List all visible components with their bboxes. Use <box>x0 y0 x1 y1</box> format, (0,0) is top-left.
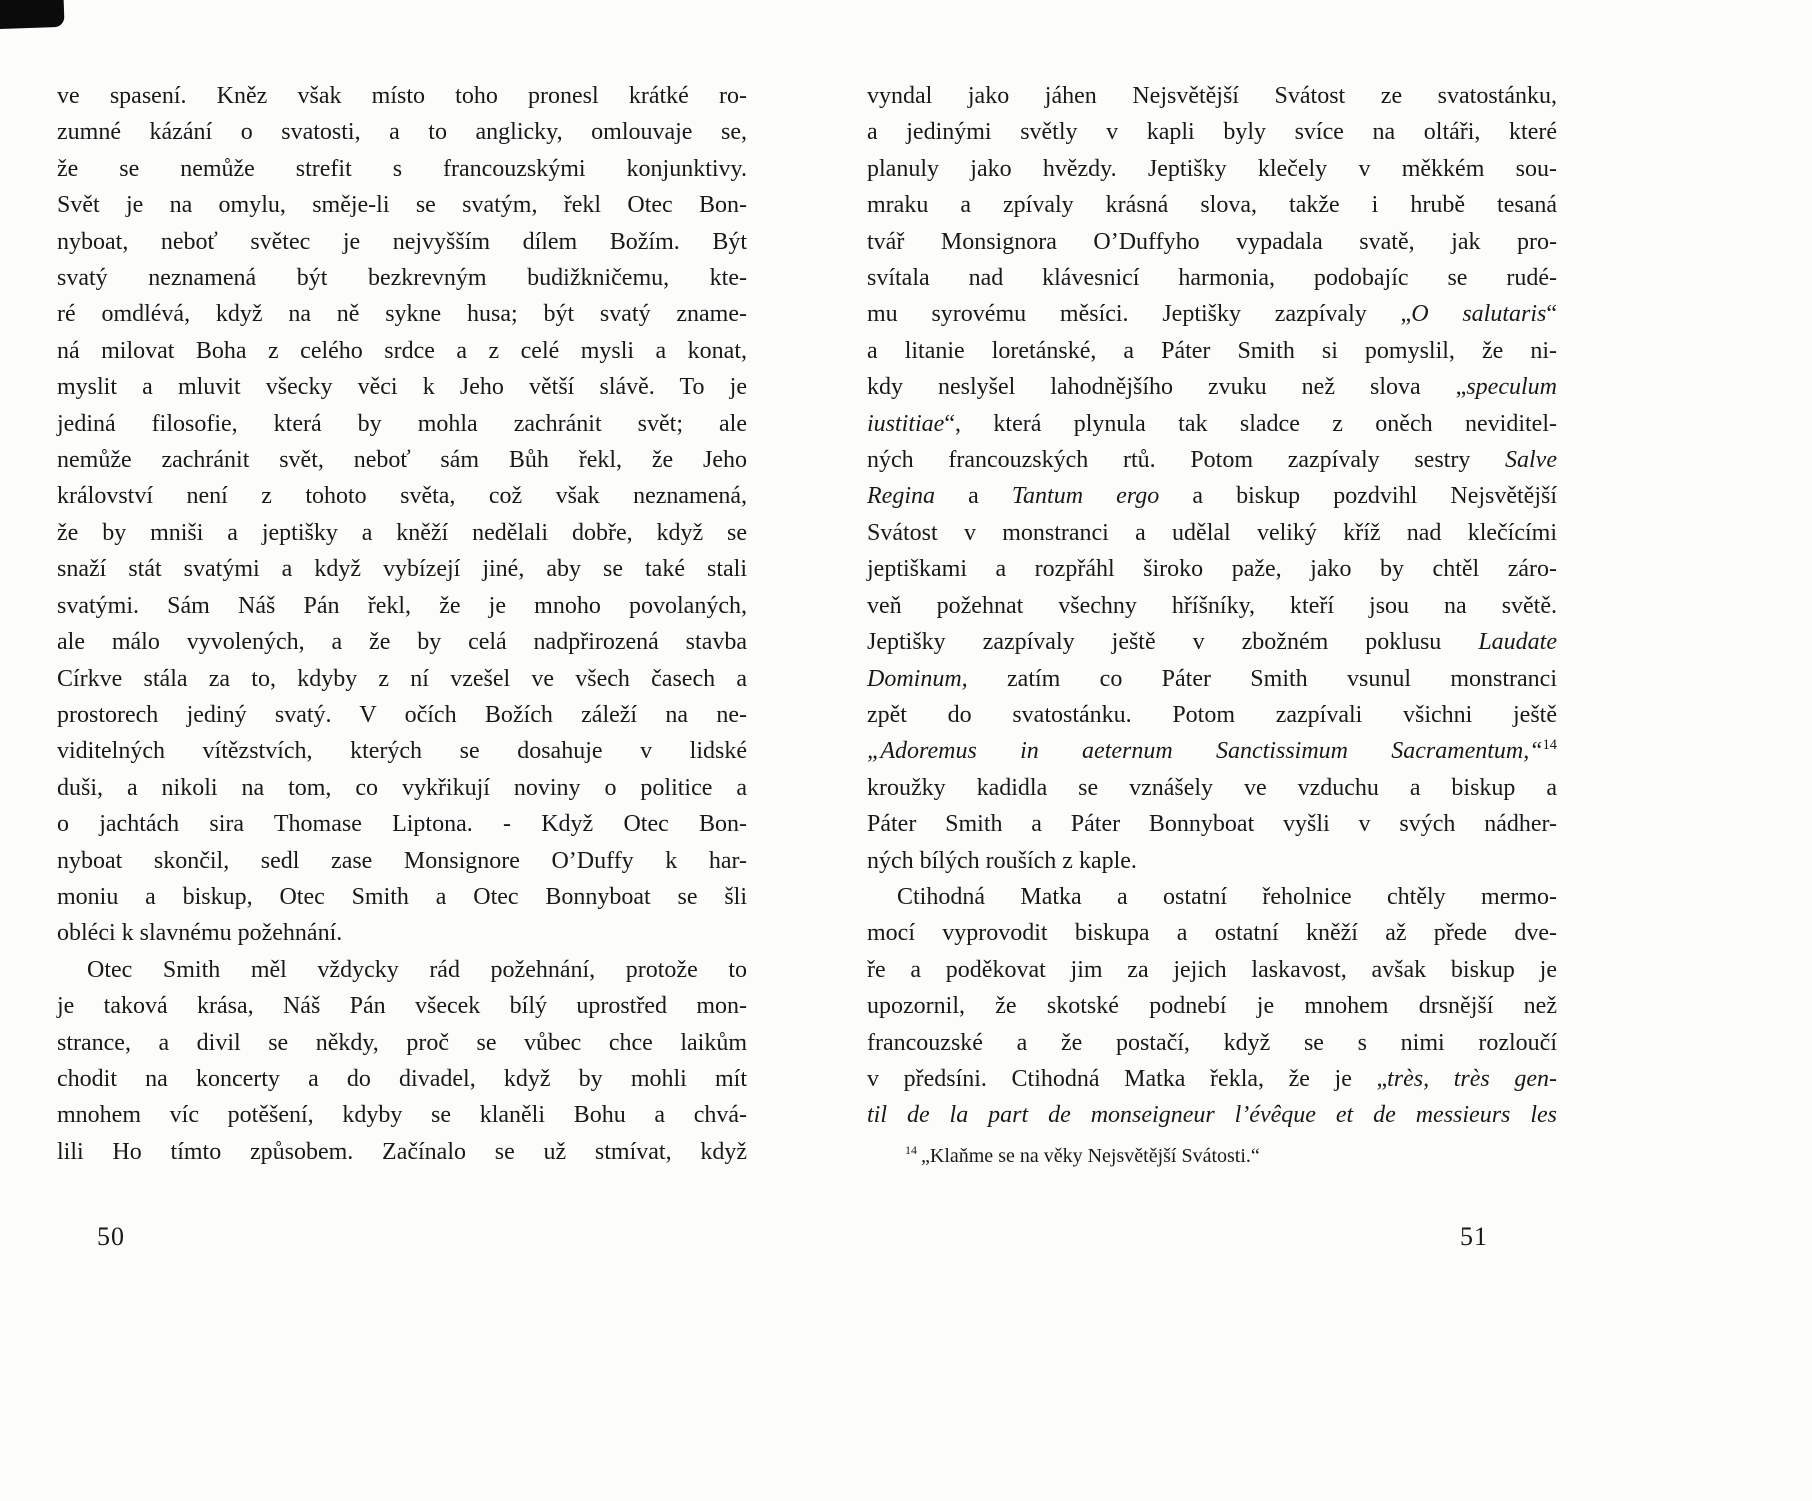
text-line: chodit na koncerty a do divadel, když by mohli mít <box>57 1065 747 1092</box>
text-line: moniu a biskup, Otec Smith a Otec Bonnyboat se šli <box>57 883 747 910</box>
text-line: svítala nad klávesnicí harmonia, podobajíc se rudé- <box>867 265 1557 292</box>
footnote-marker: 14 <box>905 1143 917 1158</box>
scan-artifact <box>0 0 65 29</box>
text-line: ve spasení. Kněz však místo toho pronesl krátké ro- <box>57 83 747 109</box>
text-line: iustitiae“, která plynula tak sladce z oněch neviditel- <box>867 410 1557 437</box>
text-line: zumné kázání o svatosti, a to anglicky, omlouvaje se, <box>57 119 747 146</box>
paragraph <box>57 78 747 952</box>
text-line: v předsíni. Ctihodná Matka řekla, že je „très, très gen- <box>867 1065 1557 1092</box>
text-line: „Adoremus in aeternum Sanctissimum Sacramentum,“$^{14}$ <box>867 737 1557 765</box>
text-line: Ctihodná Matka a ostatní řeholnice chtěly mermo- <box>897 883 1557 910</box>
text-line: lili Ho tímto způsobem. Začínalo se už stmívat, když <box>57 1138 747 1165</box>
page-number-right: 51 <box>1460 1222 1488 1251</box>
text-line: ných francouzských rtů. Potom zazpívaly sestry Salve <box>867 447 1557 474</box>
page-number-left: 50 <box>97 1222 125 1251</box>
text-line: Jeptišky zazpívaly ještě v zbožném poklusu Laudate <box>867 629 1557 656</box>
text-line: obléci k slavnému požehnání. <box>57 920 343 947</box>
text-line: upozornil, že skotské podnebí je mnohem drsnější než <box>867 993 1557 1020</box>
text-line: zpět do svatostánku. Potom zazpívali všichni ještě <box>867 701 1557 728</box>
paragraph <box>57 952 747 1170</box>
text-line: kroužky kadidla se vznášely ve vzduchu a biskup a <box>867 774 1557 801</box>
text-line: mu syrovému měsíci. Jeptišky zazpívaly „O salutaris“ <box>867 301 1558 328</box>
paragraph <box>867 78 1557 879</box>
page-left <box>57 78 747 1251</box>
text-line: viditelných vítězstvích, kterých se dosahuje v lidské <box>57 738 747 765</box>
text-line: Svátost v monstranci a udělal veliký kříž nad klečícími <box>867 519 1557 546</box>
text-line: snaží stát svatými a když vybízejí jiné, aby se také stali <box>57 556 747 583</box>
left-page-text <box>57 78 747 1170</box>
text-line: myslit a mluvit všecky věci k Jeho větší slávě. To je <box>57 374 747 401</box>
text-line: Regina a Tantum ergo a biskup pozdvihl Nejsvětější <box>867 483 1558 510</box>
text-line: ře a poděkovat jim za jejich laskavost, avšak biskup je <box>867 956 1557 983</box>
text-line: ných bílých rouších z kaple. <box>867 847 1137 874</box>
text-line: kdy neslyšel lahodnějšího zvuku než slova „speculum <box>867 374 1557 401</box>
text-line: že se nemůže strefit s francouzskými konjunktivy. <box>57 155 747 182</box>
text-line: ná milovat Boha z celého srdce a z celé mysli a konat, <box>57 337 747 364</box>
text-line: duši, a nikoli na tom, co vykřikují noviny o politice a <box>57 774 747 801</box>
footnote-text: „Klaňme se na věky Nejsvětější Svátosti.“ <box>921 1144 1260 1167</box>
text-line: planuly jako hvězdy. Jeptišky klečely v měkkém sou- <box>867 155 1557 182</box>
paragraph <box>867 879 1557 1134</box>
text-line: veň požehnat všechny hříšníky, kteří jsou na světě. <box>867 592 1557 619</box>
text-line: Páter Smith a Páter Bonnyboat vyšli v svých nádher- <box>867 811 1557 838</box>
text-line: nemůže zachránit svět, neboť sám Bůh řekl, že Jeho <box>57 447 747 474</box>
text-line: ale málo vyvolených, a že by celá nadpřirozená stavba <box>57 629 747 656</box>
text-line: til de la part de monseigneur l’évêque et de messieurs les <box>867 1102 1557 1129</box>
text-line: vyndal jako jáhen Nejsvětější Svátost ze svatostánku, <box>867 83 1557 109</box>
text-line: mnohem víc potěšení, kdyby se klaněli Bohu a chvá- <box>57 1102 747 1129</box>
text-line: a jedinými světly v kapli byly svíce na oltáři, které <box>867 119 1557 146</box>
text-line: svatými. Sám Náš Pán řekl, že je mnoho povolaných, <box>57 592 747 619</box>
text-line: tvář Monsignora O’Duffyho vypadala svatě, jak pro- <box>867 228 1557 255</box>
text-line: francouzské a že postačí, když se s nimi rozloučí <box>867 1029 1557 1056</box>
text-line: ré omdlévá, když na ně sykne husa; být svatý zname- <box>57 301 747 328</box>
text-line: prostorech jediný svatý. V očích Božích záleží na ne- <box>57 701 747 728</box>
text-line: Svět je na omylu, směje-li se svatým, řekl Otec Bon- <box>57 192 747 219</box>
text-line: strance, a divil se někdy, proč se vůbec chce laikům <box>57 1029 747 1056</box>
text-line: je taková krása, Náš Pán všecek bílý uprostřed mon- <box>57 993 747 1020</box>
text-line: jediná filosofie, která by mohla zachránit svět; ale <box>57 410 747 437</box>
text-line: nyboat skončil, sedl zase Monsignore O’Duffy k har- <box>57 847 747 874</box>
right-page-text <box>867 78 1557 1134</box>
text-line: že by mniši a jeptišky a kněží nedělali dobře, když se <box>57 519 747 546</box>
footnote <box>867 1143 1557 1169</box>
text-line: a litanie loretánské, a Páter Smith si pomyslil, že ni- <box>867 337 1557 364</box>
text-line: o jachtách sira Thomase Liptona. - Když Otec Bon- <box>57 811 747 838</box>
text-line: Otec Smith měl vždycky rád požehnání, protože to <box>87 956 747 983</box>
text-line: jeptiškami a rozpřáhl široko paže, jako by chtěl záro- <box>867 556 1557 583</box>
text-line: svatý neznamená být bezkrevným budižkničemu, kte- <box>57 265 747 292</box>
text-line: mocí vyprovodit biskupa a ostatní kněží až přede dve- <box>867 920 1557 947</box>
text-line: Církve stála za to, kdyby z ní vzešel ve všech časech a <box>57 665 747 692</box>
text-line: království není z tohoto světa, což však neznamená, <box>57 483 747 510</box>
text-line: nyboat, neboť světec je nejvyšším dílem Božím. Být <box>57 228 747 255</box>
text-line: mraku a zpívaly krásná slova, takže i hrubě tesaná <box>867 192 1557 219</box>
page-right <box>867 78 1558 1251</box>
text-line: Dominum, zatím co Páter Smith vsunul monstranci <box>867 665 1557 692</box>
